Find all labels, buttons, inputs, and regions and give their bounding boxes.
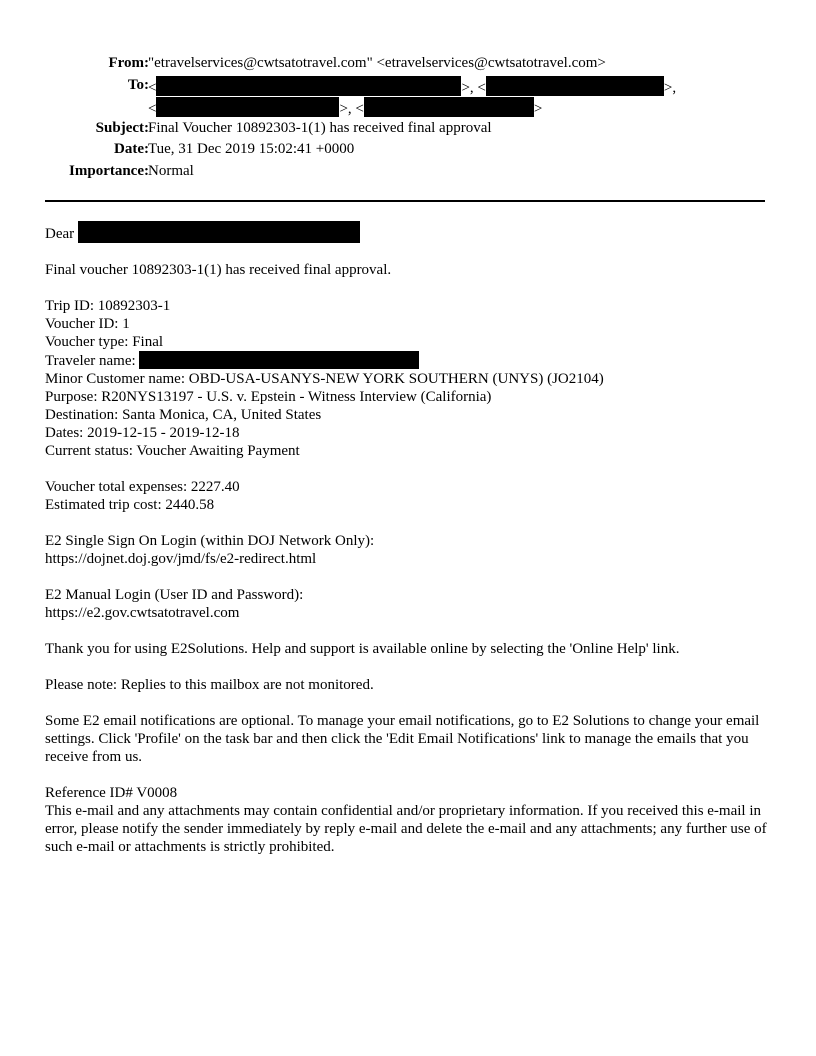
total-expenses: Voucher total expenses: 2227.40 [45,479,240,495]
redaction-bar [139,351,419,369]
subject-label: Subject: [95,119,149,136]
to-separator: >, < [339,100,364,117]
minor-customer: Minor Customer name: OBD-USA-USANYS-NEW YORK SOUTHERN (UNYS) (JO2104) [45,371,604,387]
redaction-bar [156,97,339,117]
manual-login-url[interactable]: https://e2.gov.cwtsatotravel.com [45,605,240,621]
thanks-text: Thank you for using E2Solutions. Help and support is available online by selecting the 'Online Help' link. [45,641,680,657]
to-line-2 [148,97,542,118]
manual-login-label: E2 Manual Login (User ID and Password): [45,587,304,603]
sso-label: E2 Single Sign On Login (within DOJ Network Only): [45,533,375,549]
redaction-bar [156,76,461,96]
note-text: Please note: Replies to this mailbox are not monitored. [45,677,374,693]
dates: Dates: 2019-12-15 - 2019-12-18 [45,425,240,441]
to-bracket: < [148,100,157,117]
to-bracket: > [533,100,543,117]
to-bracket: < [148,79,157,96]
confidential-text: This e-mail and any attachments may contain confidential and/or proprietary information. If you received this e-mail in error, please notify the sender immediately by reply e-mail and delete the e-mail and any attachments; any further use of such e-mail or attachments is strictly prohibited. [45,803,767,855]
email-header [45,54,775,183]
reference-id: Reference ID# V0008 [45,785,178,801]
subject-value: Final Voucher 10892303-1(1) has received final approval [148,119,492,136]
subject-row [45,119,775,141]
estimated-cost: Estimated trip cost: 2440.58 [45,497,215,513]
date-row [45,140,775,162]
greeting: Dear [45,226,75,242]
to-separator: >, [663,79,677,96]
to-separator: >, < [461,79,486,96]
optional-text: Some E2 email notifications are optional. To manage your email notifications, go to E2 Solutions to change your email settings. Click 'Profile' on the task bar and then click the 'Edit Email Notifications' link to manage the emails that you receive from us. [45,713,760,765]
voucher-id: Voucher ID: 1 [45,316,130,332]
to-label: To: [127,76,149,93]
greeting-line [45,221,775,243]
redaction-bar [78,221,360,243]
from-row [45,54,775,76]
to-row [45,76,775,119]
redaction-bar [364,97,534,117]
redaction-bar [486,76,664,96]
importance-value: Normal [148,162,194,179]
to-line-1 [148,76,676,97]
importance-label: Importance: [69,162,149,179]
email-body [45,221,775,856]
date-label: Date: [114,141,149,157]
header-divider [45,200,765,202]
intro-text: Final voucher 10892303-1(1) has received final approval. [45,262,392,278]
traveler-name-line [45,351,775,370]
voucher-type: Voucher type: Final [45,334,164,350]
from-label: From: [108,55,149,71]
traveler-name-label: Traveler name: [45,353,136,369]
from-value: "etravelservices@cwtsatotravel.com" <etravelservices@cwtsatotravel.com> [148,55,606,71]
sso-url[interactable]: https://dojnet.doj.gov/jmd/fs/e2-redirect.html [45,551,317,567]
trip-id: Trip ID: 10892303-1 [45,298,171,314]
destination: Destination: Santa Monica, CA, United States [45,407,322,423]
current-status: Current status: Voucher Awaiting Payment [45,443,300,459]
purpose: Purpose: R20NYS13197 - U.S. v. Epstein - Witness Interview (California) [45,389,492,405]
date-value: Tue, 31 Dec 2019 15:02:41 +0000 [148,141,355,157]
importance-row [45,162,775,184]
